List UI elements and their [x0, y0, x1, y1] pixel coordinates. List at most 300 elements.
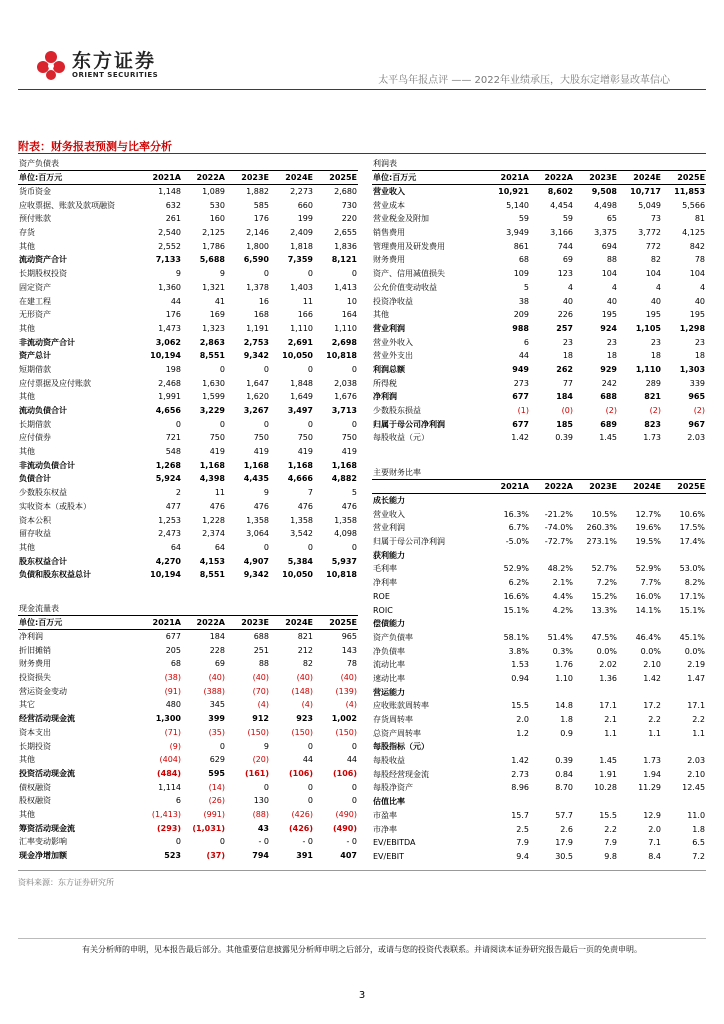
cell-value: 4,666	[287, 474, 313, 484]
cell-value: 38	[518, 296, 529, 306]
cell-value: 17.1	[687, 701, 706, 711]
row-label: 其他	[19, 809, 35, 819]
row-label: 资产、信用减值损失	[373, 269, 445, 279]
cell-value: 104	[645, 269, 661, 279]
cell-value: 2,409	[290, 228, 313, 238]
cell-value: 10,194	[150, 351, 181, 361]
disclaimer-divider	[18, 938, 706, 939]
row-label: 获利能力	[373, 550, 405, 560]
table-row	[18, 849, 358, 863]
row-label: 归属于母公司净利润	[373, 419, 445, 429]
unit-label	[372, 480, 486, 494]
cell-empty	[574, 685, 618, 699]
row-label: 投资损失	[19, 673, 51, 683]
cell-value: (293)	[156, 823, 181, 833]
cell-value: 2.1%	[552, 578, 573, 588]
row-label: 资本公积	[19, 515, 51, 525]
cell-value: 0	[351, 419, 357, 429]
row-label: 非流动负债合计	[19, 460, 75, 470]
year-header: 2025E	[314, 616, 358, 630]
table-row	[18, 541, 358, 555]
cell-value: 750	[209, 433, 225, 443]
cell-value: 184	[556, 392, 573, 402]
cell-value: 88	[606, 255, 617, 265]
cell-value: (35)	[208, 727, 225, 737]
cell-value: (484)	[156, 768, 181, 778]
cell-empty	[530, 740, 574, 754]
cell-value: 261	[165, 214, 181, 224]
cell-value: 69	[562, 255, 573, 265]
cell-value: 44	[346, 755, 357, 765]
row-label: 长期投资	[19, 741, 51, 751]
row-label: 资产总计	[19, 351, 51, 361]
cell-value: (2)	[693, 406, 706, 416]
year-header: 2024E	[618, 171, 662, 185]
row-label: 净负债率	[373, 646, 405, 656]
cell-value: 9.4	[516, 851, 529, 861]
table-row	[372, 335, 706, 349]
row-label: 流动负债合计	[19, 406, 67, 416]
cell-value: 8,602	[547, 187, 573, 197]
cell-empty	[662, 617, 706, 631]
cell-value: 1,836	[334, 241, 357, 251]
cell-value: 4	[655, 282, 661, 292]
cell-value: 9,342	[243, 351, 269, 361]
cell-value: 78	[694, 255, 706, 265]
cell-value: 195	[689, 310, 706, 320]
cell-empty	[618, 795, 662, 809]
table-row	[372, 349, 706, 363]
cell-value: 3,267	[243, 406, 269, 416]
table-row	[372, 253, 706, 267]
row-label: 债权融资	[19, 782, 51, 792]
cell-value: 1.76	[555, 660, 573, 670]
cell-value: 1.42	[511, 756, 529, 766]
cell-value: 0	[307, 542, 313, 552]
row-label: EV/EBIT	[373, 851, 405, 861]
table-row	[18, 431, 358, 445]
row-label: 偿债能力	[373, 619, 405, 629]
financial-ratio-table	[372, 466, 706, 863]
cell-value: 0.84	[555, 769, 573, 779]
row-label: 投资活动现金流	[19, 768, 75, 778]
cell-value: 2,540	[158, 228, 181, 238]
cell-value: 16.0%	[635, 591, 661, 601]
table-row	[372, 267, 706, 281]
cell-value: 3,166	[550, 228, 573, 238]
cell-value: 226	[557, 310, 573, 320]
table-row	[372, 322, 706, 336]
row-label: 应付票据及应付账款	[19, 378, 91, 388]
cell-value: 0.0%	[640, 646, 661, 656]
row-label: 营业成本	[373, 200, 405, 210]
row-label: 少数股东损益	[373, 406, 421, 416]
cell-value: 688	[600, 392, 617, 402]
cell-value: 1,300	[155, 714, 181, 724]
cell-value: (40)	[296, 673, 313, 683]
cell-value: 689	[600, 419, 617, 429]
unit-label: 单位:百万元	[18, 616, 138, 630]
row-label: 营业收入	[373, 509, 405, 519]
year-header: 2022A	[530, 171, 574, 185]
cell-value: 10.5%	[591, 509, 617, 519]
source-divider	[18, 870, 706, 871]
table-row	[372, 822, 706, 836]
cell-value: 677	[165, 632, 181, 642]
cell-value: 585	[253, 200, 269, 210]
cell-value: (404)	[159, 755, 181, 765]
cell-value: 5,566	[682, 200, 706, 210]
table-header-row	[18, 616, 358, 630]
cell-empty	[574, 617, 618, 631]
table-title-row	[372, 466, 706, 480]
cell-value: 3,713	[331, 406, 357, 416]
cell-value: 52.9%	[635, 564, 661, 574]
cell-value: 12.45	[682, 783, 706, 793]
row-label: 市盈率	[373, 810, 397, 820]
row-label: 应收账款周转率	[373, 701, 429, 711]
table-row	[372, 603, 706, 617]
cell-value: 339	[689, 378, 706, 388]
cell-value: 476	[297, 501, 313, 511]
cell-value: 199	[297, 214, 313, 224]
cell-value: 82	[650, 255, 661, 265]
cell-value: 1.1	[604, 728, 617, 738]
table-row	[372, 576, 706, 590]
cell-value: 88	[258, 659, 269, 669]
data-source: 资料来源：东方证券研究所	[18, 878, 114, 887]
cell-value: 73	[650, 214, 661, 224]
cell-value: 198	[165, 364, 181, 374]
row-label: 其他	[19, 323, 35, 333]
table-row	[18, 554, 358, 568]
table-row	[372, 754, 706, 768]
cell-value: 530	[209, 200, 225, 210]
cell-value: 3.8%	[508, 646, 529, 656]
cell-value: 4,907	[243, 556, 269, 566]
cell-value: 4,125	[682, 228, 706, 238]
cell-value: (150)	[247, 727, 269, 737]
cell-value: 164	[341, 310, 357, 320]
table-row	[18, 267, 358, 281]
cell-value: 1,321	[202, 282, 225, 292]
cell-value: 47.5%	[591, 632, 617, 642]
cell-value: 44	[302, 755, 313, 765]
cell-value: 1,168	[243, 460, 269, 470]
cell-value: 1,473	[158, 323, 181, 333]
cell-empty	[486, 795, 530, 809]
cell-value: 59	[518, 214, 529, 224]
cell-value: -72.7%	[544, 537, 573, 547]
table-row	[372, 562, 706, 576]
row-label: 经营活动现金流	[19, 714, 75, 724]
section-row	[372, 740, 706, 754]
year-header: 2021A	[486, 171, 530, 185]
logo-text-en: ORIENT SECURITIES	[72, 71, 159, 79]
cell-value: 1.73	[643, 756, 661, 766]
cell-value: 2,038	[334, 378, 357, 388]
cell-empty	[486, 548, 530, 562]
cell-value: 2,473	[158, 529, 181, 539]
cell-value: 1,360	[158, 282, 181, 292]
cell-value: 7.1	[648, 838, 661, 848]
cell-value: 9,342	[243, 570, 269, 580]
cell-value: (71)	[164, 727, 181, 737]
row-label: 存货周转率	[373, 715, 413, 725]
table-row	[372, 644, 706, 658]
table-row	[18, 349, 358, 363]
cell-value: 15.7	[511, 810, 529, 820]
table-row	[372, 836, 706, 850]
cell-value: 4,098	[334, 529, 357, 539]
cell-value: 750	[341, 433, 357, 443]
balance-sheet-table	[18, 157, 358, 582]
cell-value: (490)	[332, 823, 357, 833]
cell-value: 629	[209, 755, 225, 765]
cell-value: 632	[165, 200, 181, 210]
report-header-title: 太平鸟年报点评 —— 2022年业绩承压，大股东定增彰显改革信心	[378, 75, 670, 86]
row-label: ROE	[373, 591, 390, 601]
cell-value: 2.2	[604, 824, 617, 834]
cell-value: 168	[253, 310, 269, 320]
cell-value: 5	[351, 488, 357, 498]
table-row	[18, 226, 358, 240]
row-label: 营业利润	[373, 323, 405, 333]
cell-value: 8,121	[331, 255, 357, 265]
cell-value: 166	[297, 310, 313, 320]
cell-value: 967	[688, 419, 706, 429]
cell-value: 929	[600, 364, 617, 374]
row-label: 财务费用	[373, 255, 405, 265]
cell-value: 184	[209, 632, 225, 642]
cell-value: (4)	[257, 700, 269, 710]
cell-empty	[486, 685, 530, 699]
cell-value: 2	[175, 488, 181, 498]
cell-value: 2.0	[648, 824, 661, 834]
cell-value: 1.1	[692, 728, 706, 738]
cell-value: 0	[263, 364, 269, 374]
row-label: 营运资金变动	[19, 686, 67, 696]
cell-value: 69	[214, 659, 225, 669]
cell-value: 476	[209, 501, 225, 511]
table-row	[18, 835, 358, 849]
cell-value: 8.4	[648, 851, 661, 861]
cell-value: 3,229	[199, 406, 225, 416]
cell-value: 9	[175, 269, 181, 279]
cell-value: (490)	[335, 809, 357, 819]
table-row	[372, 431, 706, 445]
table-row	[18, 198, 358, 212]
cell-value: 1,105	[635, 323, 661, 333]
cell-empty	[530, 617, 574, 631]
cell-value: 7.9	[516, 838, 529, 848]
row-label: 所得税	[373, 378, 397, 388]
cell-empty	[530, 685, 574, 699]
cell-value: 51.4%	[547, 632, 573, 642]
cell-value: 1,649	[290, 392, 313, 402]
cell-value: 1.42	[643, 673, 661, 683]
cell-value: 477	[165, 501, 181, 511]
table-row	[18, 821, 358, 835]
cell-empty	[662, 795, 706, 809]
cell-value: 40	[562, 296, 573, 306]
cell-empty	[618, 740, 662, 754]
row-label: 存货	[19, 228, 35, 238]
cell-value: 1,358	[290, 515, 313, 525]
cell-value: 1.53	[511, 660, 529, 670]
cell-value: 1,268	[155, 460, 181, 470]
cell-value: 17.4%	[679, 537, 706, 547]
cell-value: 1,413	[334, 282, 357, 292]
row-label: 营业利润	[373, 523, 405, 533]
cell-value: 2.19	[687, 660, 706, 670]
cell-value: 9.8	[604, 851, 617, 861]
cell-value: 273	[513, 378, 529, 388]
cell-value: 11,853	[674, 187, 706, 197]
unit-label: 单位:百万元	[18, 171, 138, 185]
table-row	[18, 671, 358, 685]
cell-value: 2.10	[687, 769, 706, 779]
cell-value: 476	[253, 501, 269, 511]
cell-value: 8,551	[199, 351, 225, 361]
cell-value: 109	[513, 269, 529, 279]
cell-value: 0.3%	[552, 646, 573, 656]
cell-value: 57.7	[555, 810, 573, 820]
year-header: 2023E	[226, 616, 270, 630]
table-row	[18, 458, 358, 472]
cell-value: (4)	[301, 700, 313, 710]
cell-value: 772	[645, 241, 661, 251]
table-row	[18, 739, 358, 753]
cell-value: 23	[606, 337, 617, 347]
row-label: 折旧摊销	[19, 645, 51, 655]
cell-empty	[618, 685, 662, 699]
cell-value: 923	[296, 714, 313, 724]
row-label: 在建工程	[19, 296, 51, 306]
table-row	[372, 212, 706, 226]
row-label: 毛利率	[373, 564, 397, 574]
table-row	[18, 212, 358, 226]
row-label: ROIC	[373, 605, 393, 615]
row-label: 负债合计	[19, 474, 51, 484]
table-row	[18, 239, 358, 253]
cell-value: 17.2	[643, 701, 661, 711]
cell-value: (70)	[252, 686, 269, 696]
cell-value: 6.7%	[508, 523, 529, 533]
table-row	[18, 794, 358, 808]
row-label: 资本支出	[19, 727, 51, 737]
table-row	[18, 684, 358, 698]
cell-value: 9	[263, 488, 269, 498]
cell-value: 1,358	[246, 515, 269, 525]
cell-empty	[530, 494, 574, 508]
table-row	[372, 672, 706, 686]
cell-value: 3,497	[287, 406, 313, 416]
cell-value: 794	[252, 851, 269, 861]
table-row	[18, 322, 358, 336]
row-label: 总资产周转率	[373, 728, 421, 738]
unit-label: 单位:百万元	[372, 171, 486, 185]
table-row	[18, 335, 358, 349]
cell-value: 48.2%	[547, 564, 573, 574]
cell-value: 2,698	[331, 337, 357, 347]
table-row	[372, 239, 706, 253]
cell-value: 2,863	[199, 337, 225, 347]
cell-value: 5,384	[287, 556, 313, 566]
cell-value: 4,454	[550, 200, 573, 210]
cell-value: 15.5	[599, 810, 617, 820]
table-header-row	[18, 171, 358, 185]
row-label: 固定资产	[19, 282, 51, 292]
cell-value: (40)	[252, 673, 269, 683]
table-row	[18, 500, 358, 514]
table-title: 现金流量表	[18, 602, 358, 616]
cell-value: 5,688	[199, 255, 225, 265]
table-row	[372, 809, 706, 823]
cell-value: 0	[263, 542, 269, 552]
cell-value: 688	[253, 632, 269, 642]
row-label: 每股经营现金流	[373, 769, 429, 779]
row-label: 营业外收入	[373, 337, 413, 347]
row-label: 速动比率	[373, 673, 405, 683]
cell-value: 1,786	[202, 241, 225, 251]
cell-value: 2,374	[202, 529, 225, 539]
cell-empty	[574, 740, 618, 754]
cell-value: 11	[302, 296, 313, 306]
cell-value: 40	[650, 296, 661, 306]
cell-value: 4,882	[331, 474, 357, 484]
cell-value: 0	[307, 419, 313, 429]
cell-value: 1,323	[202, 323, 225, 333]
cell-value: 176	[165, 310, 181, 320]
table-row	[18, 404, 358, 418]
cell-value: 64	[170, 542, 181, 552]
row-label: 每股指标（元）	[373, 742, 429, 752]
table-row	[372, 726, 706, 740]
cell-value: 17.9	[555, 838, 573, 848]
cell-value: 15.1%	[503, 605, 529, 615]
table-row	[18, 568, 358, 582]
cell-empty	[574, 494, 618, 508]
header-divider	[18, 89, 706, 90]
row-label: 估值比率	[373, 797, 405, 807]
cell-value: -21.2%	[544, 509, 573, 519]
row-label: 成长能力	[373, 496, 405, 506]
cell-value: 2.0	[516, 715, 529, 725]
cell-value: 949	[512, 364, 529, 374]
cell-value: 273.1%	[586, 537, 617, 547]
cell-value: 0.0%	[684, 646, 706, 656]
cell-value: 2.6	[560, 824, 573, 834]
cell-value: 2.03	[687, 756, 706, 766]
table-row	[372, 185, 706, 199]
cell-value: 2,680	[334, 187, 357, 197]
cell-value: 16.6%	[503, 591, 529, 601]
row-label: 每股收益（元）	[373, 433, 429, 443]
table-row	[18, 281, 358, 295]
cell-value: 8.70	[555, 783, 573, 793]
cell-value: (91)	[164, 686, 181, 696]
cell-value: 4	[611, 282, 617, 292]
cell-value: 104	[601, 269, 617, 279]
year-header: 2024E	[270, 616, 314, 630]
row-label: 投资净收益	[373, 296, 413, 306]
cashflow-table	[18, 602, 358, 862]
cell-value: 160	[209, 214, 225, 224]
cell-value: 0	[219, 837, 225, 847]
cell-value: 4.4%	[552, 591, 573, 601]
year-header: 2023E	[226, 171, 270, 185]
